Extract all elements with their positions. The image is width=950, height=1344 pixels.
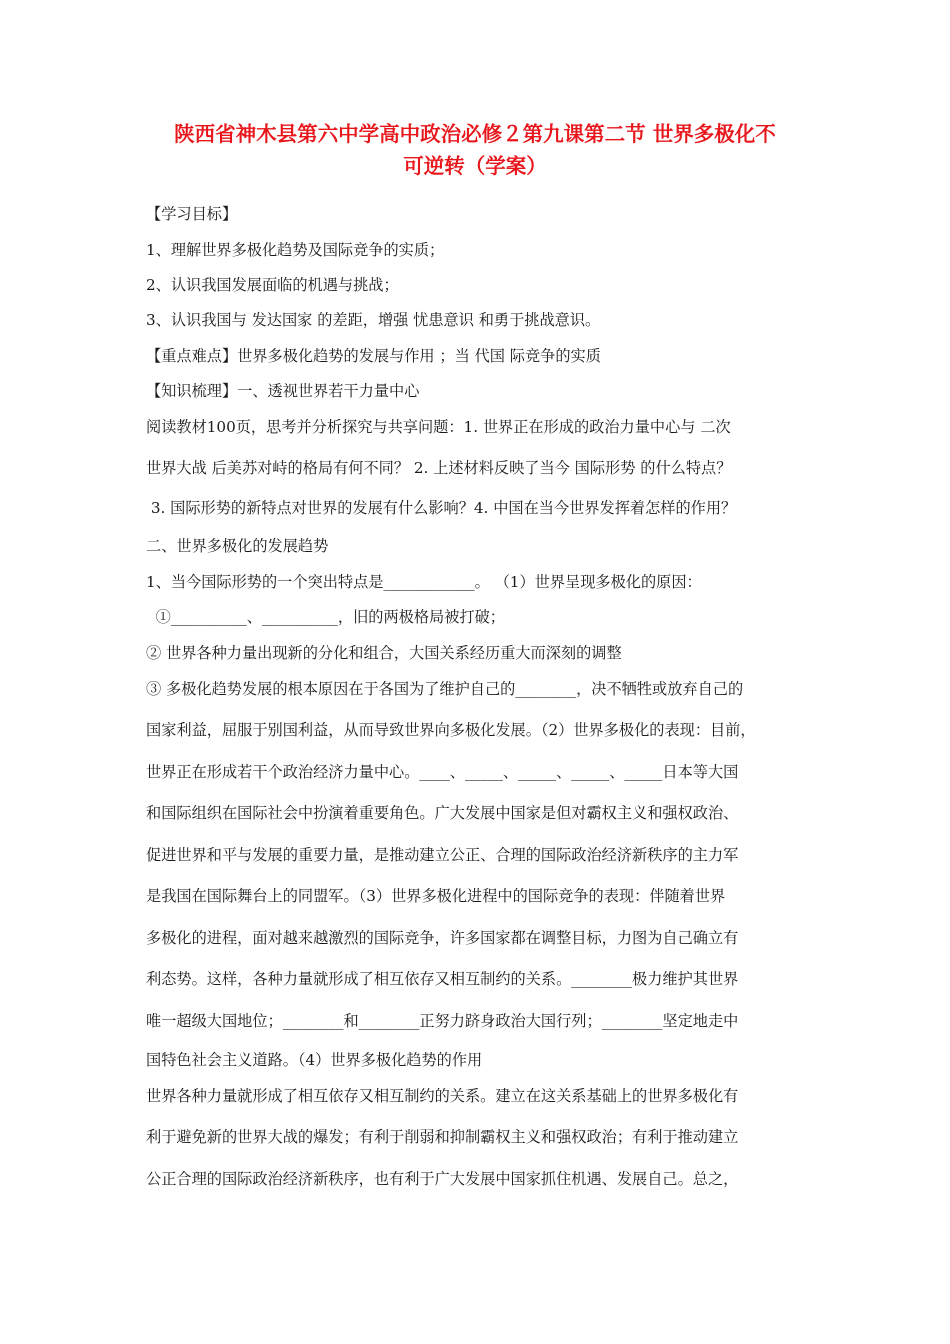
body-line: 3. 国际形势的新特点对世界的发展有什么影响？4. 中国在当今世界发挥着怎样的作用？ bbox=[146, 499, 737, 517]
section-heading-objectives: 【学习目标】 bbox=[146, 205, 238, 223]
body-line: 1、当今国际形势的一个突出特点是____________。 （1）世界呈现多极化的原因： bbox=[146, 573, 702, 591]
body-line: 利于避免新的世界大战的爆发；有利于削弱和抑制霸权主义和强权政治；有利于推动建立 bbox=[146, 1128, 739, 1146]
body-line: 是我国在国际舞台上的同盟军。（3）世界多极化进程中的国际竞争的表现：伴随着世界 bbox=[146, 887, 726, 905]
body-line: 阅读教材100页，思考并分析探究与共享问题：1. 世界正在形成的政治力量中心与 二次 bbox=[146, 418, 731, 436]
body-line: 唯一超级大国地位；________和________正努力跻身政治大国行列；________坚定地走中 bbox=[146, 1012, 739, 1030]
objective-item-1: 1、理解世界多极化趋势及国际竞争的实质； bbox=[146, 241, 445, 259]
body-line: 和国际组织在国际社会中扮演着重要角色。广大发展中国家是但对霸权主义和强权政治、 bbox=[146, 804, 739, 822]
objective-item-2: 2、认识我国发展面临的机遇与挑战； bbox=[146, 276, 399, 294]
body-line: ② 世界各种力量出现新的分化和组合，大国关系经历重大而深刻的调整 bbox=[146, 644, 622, 662]
knowledge-heading: 【知识梳理】一、透视世界若干力量中心 bbox=[146, 382, 420, 400]
key-points-line: 【重点难点】世界多极化趋势的发展与作用 ；当 代国 际竞争的实质 bbox=[146, 347, 601, 365]
body-line: 利态势。这样，各种力量就形成了相互依存又相互制约的关系。________极力维护其世界 bbox=[146, 970, 739, 988]
section-heading-trend: 二、世界多极化的发展趋势 bbox=[146, 537, 329, 555]
body-line: ①__________、__________，旧的两极格局被打破； bbox=[146, 608, 505, 626]
body-line: 世界各种力量就形成了相互依存又相互制约的关系。建立在这关系基础上的世界多极化有 bbox=[146, 1087, 739, 1105]
title-line-2: 可逆转（学案） bbox=[403, 154, 547, 178]
body-line: 国家利益，屈服于别国利益，从而导致世界向多极化发展。（2）世界多极化的表现：目前， bbox=[146, 721, 756, 739]
title-line-1: 陕西省神木县第六中学高中政治必修２第九课第二节 世界多极化不 bbox=[174, 122, 776, 146]
body-line: 世界大战 后美苏对峙的格局有何不同？ 2. 上述材料反映了当今 国际形势 的什么特点？ bbox=[146, 459, 732, 477]
objective-item-3: 3、认识我国与 发达国家 的差距，增强 忧患意识 和勇于挑战意识。 bbox=[146, 311, 601, 329]
body-line: 多极化的进程，面对越来越激烈的国际竞争，许多国家都在调整目标，力图为自己确立有 bbox=[146, 929, 739, 947]
body-line: 世界正在形成若干个政治经济力量中心。____、_____、_____、_____、_____日本等大国 bbox=[146, 763, 739, 781]
body-line: 公正合理的国际政治经济新秩序，也有利于广大发展中国家抓住机遇、发展自己。总之， bbox=[146, 1170, 739, 1188]
body-line: ③ 多极化趋势发展的根本原因在于各国为了维护自己的________，决不牺牲或放弃自己的 bbox=[146, 680, 744, 698]
document-title bbox=[120, 118, 830, 182]
body-line: 促进世界和平与发展的重要力量，是推动建立公正、合理的国际政治经济新秩序的主力军 bbox=[146, 846, 739, 864]
body-line: 国特色社会主义道路。（4）世界多极化趋势的作用 bbox=[146, 1051, 483, 1069]
